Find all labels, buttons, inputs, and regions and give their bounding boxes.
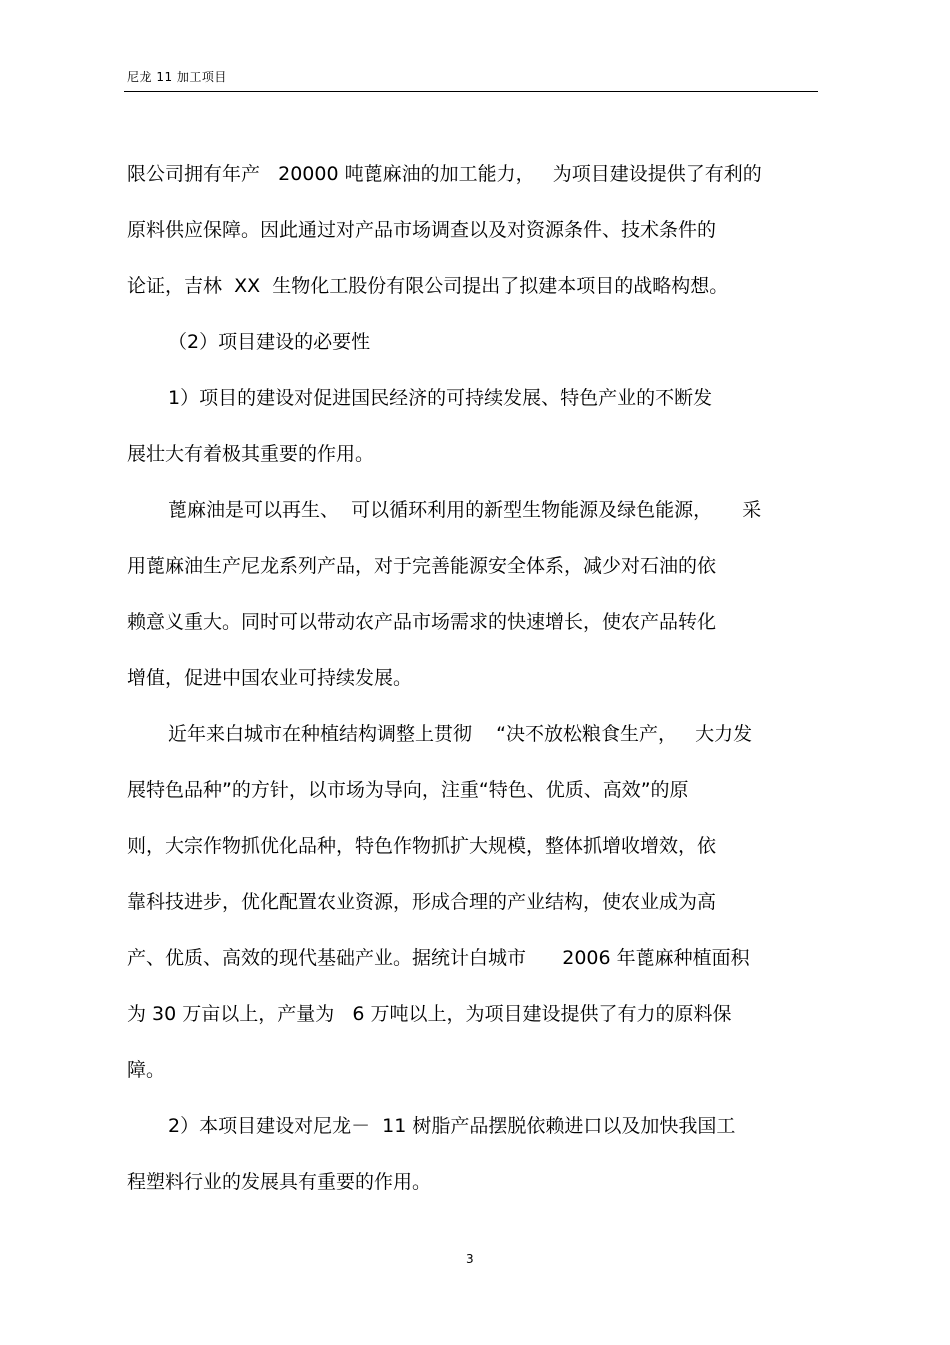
header-rule [124,91,818,92]
page-number: 3 [466,1252,474,1266]
text-line: 蓖麻油是可以再生、 可以循环利用的新型生物能源及绿色能源， 采 [168,499,762,521]
text-line: 为 30 万亩以上，产量为 6 万吨以上，为项目建设提供了有力的原料保 [127,1003,732,1025]
text-line: 论证，吉林 XX 生物化工股份有限公司提出了拟建本项目的战略构想。 [127,275,729,297]
text-line: 展特色品种”的方针，以市场为导向，注重“特色、优质、高效”的原 [127,779,689,801]
text-line: 用蓖麻油生产尼龙系列产品，对于完善能源安全体系，减少对石油的依 [127,555,717,577]
text-line: 展壮大有着极其重要的作用。 [127,443,375,465]
running-header: 尼龙 11 加工项目 [127,70,227,84]
text-line: 增值，促进中国农业可持续发展。 [127,667,413,689]
text-line: 程塑料行业的发展具有重要的作用。 [127,1171,432,1193]
section-heading: （2）项目建设的必要性 [168,331,371,353]
text-line: 靠科技进步，优化配置农业资源，形成合理的产业结构，使农业成为高 [127,891,717,913]
text-line: 赖意义重大。同时可以带动农产品市场需求的快速增长，使农产品转化 [127,611,717,633]
text-line: 则，大宗作物抓优化品种，特色作物抓扩大规模，整体抓增收增效，依 [127,835,717,857]
text-line: 2）本项目建设对尼龙－ 11 树脂产品摆脱依赖进口以及加快我国工 [168,1115,736,1137]
text-line: 障。 [127,1059,166,1081]
text-line: 1）项目的建设对促进国民经济的可持续发展、特色产业的不断发 [168,387,713,409]
text-line: 产、优质、高效的现代基础产业。据统计白城市 2006 年蓖麻种植面积 [127,947,750,969]
text-line: 原料供应保障。因此通过对产品市场调查以及对资源条件、技术条件的 [127,219,717,241]
text-line: 近年来白城市在种植结构调整上贯彻 “决不放松粮食生产， 大力发 [168,723,753,745]
text-line: 限公司拥有年产 20000 吨蓖麻油的加工能力， 为项目建设提供了有利的 [127,163,762,185]
